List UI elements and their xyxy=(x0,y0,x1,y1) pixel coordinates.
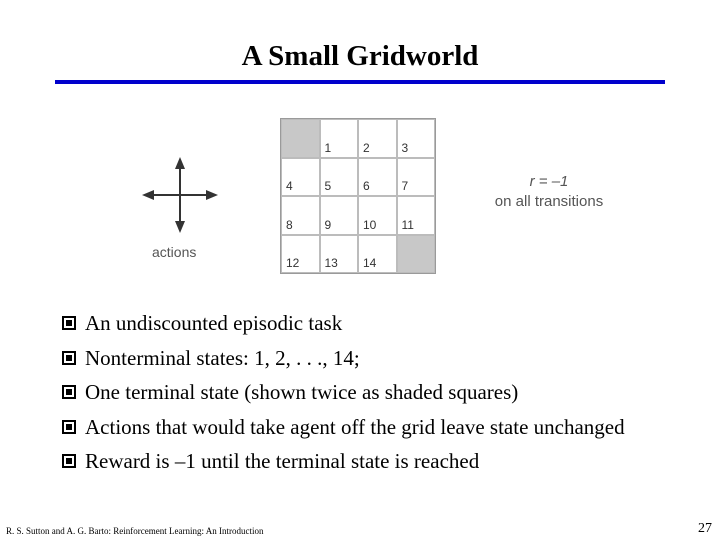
cell-label: 6 xyxy=(363,179,370,193)
square-bullet-icon xyxy=(62,316,76,330)
cell-label: 13 xyxy=(324,256,338,270)
grid-cell xyxy=(358,235,397,274)
page-number: 27 xyxy=(698,521,712,536)
cell-label: 2 xyxy=(363,140,370,155)
grid-cell xyxy=(281,235,320,274)
gridworld-grid xyxy=(280,118,436,274)
grid-cell xyxy=(320,119,359,158)
cell-label: 12 xyxy=(286,256,300,270)
actions-arrows-icon xyxy=(140,155,220,235)
cell-label: 7 xyxy=(401,179,409,193)
reward-annotation xyxy=(486,172,612,212)
square-bullet-icon xyxy=(62,420,76,434)
bullet-item: One terminal state (shown twice as shaded squares) xyxy=(62,375,625,410)
reward-equation: r = –1 xyxy=(529,173,569,190)
grid-cell xyxy=(281,196,320,235)
footer-citation: R. S. Sutton and A. G. Barto: Reinforcement Learning: An Introduction xyxy=(6,526,264,536)
square-bullet-icon xyxy=(62,454,76,468)
cell-label: 9 xyxy=(324,217,332,232)
bullet-item: Reward is –1 until the terminal state is reached xyxy=(62,444,625,479)
cell-label: 10 xyxy=(363,217,377,232)
square-bullet-icon xyxy=(62,385,76,399)
cell-label: 4 xyxy=(286,179,293,193)
bullet-item: Actions that would take agent off the grid leave state unchanged xyxy=(62,410,625,445)
reward-caption: on all transitions xyxy=(494,193,604,210)
grid-cell xyxy=(358,196,397,235)
cell-label: 5 xyxy=(324,179,332,193)
grid-cell xyxy=(281,158,320,197)
grid-cell xyxy=(397,119,436,158)
bullet-list xyxy=(62,306,625,479)
grid-cell xyxy=(320,235,359,274)
grid-cell xyxy=(358,158,397,197)
bullet-item: Nonterminal states: 1, 2, . . ., 14; xyxy=(62,341,625,376)
grid-cell xyxy=(397,196,436,235)
terminal-cell xyxy=(397,235,436,274)
bullet-item: An undiscounted episodic task xyxy=(62,306,625,341)
title-divider xyxy=(55,80,665,84)
grid-cell xyxy=(320,158,359,197)
grid-cell xyxy=(358,119,397,158)
terminal-cell xyxy=(281,119,320,158)
grid-cell xyxy=(320,196,359,235)
slide-title: A Small Gridworld xyxy=(241,40,479,72)
cell-label: 1 xyxy=(324,140,332,155)
square-bullet-icon xyxy=(62,351,76,365)
grid-cell xyxy=(397,158,436,197)
actions-label: actions xyxy=(152,244,197,260)
cell-label: 14 xyxy=(363,256,377,270)
cell-label: 8 xyxy=(286,217,293,232)
cell-label: 3 xyxy=(401,140,409,155)
cell-label: 11 xyxy=(401,217,414,232)
